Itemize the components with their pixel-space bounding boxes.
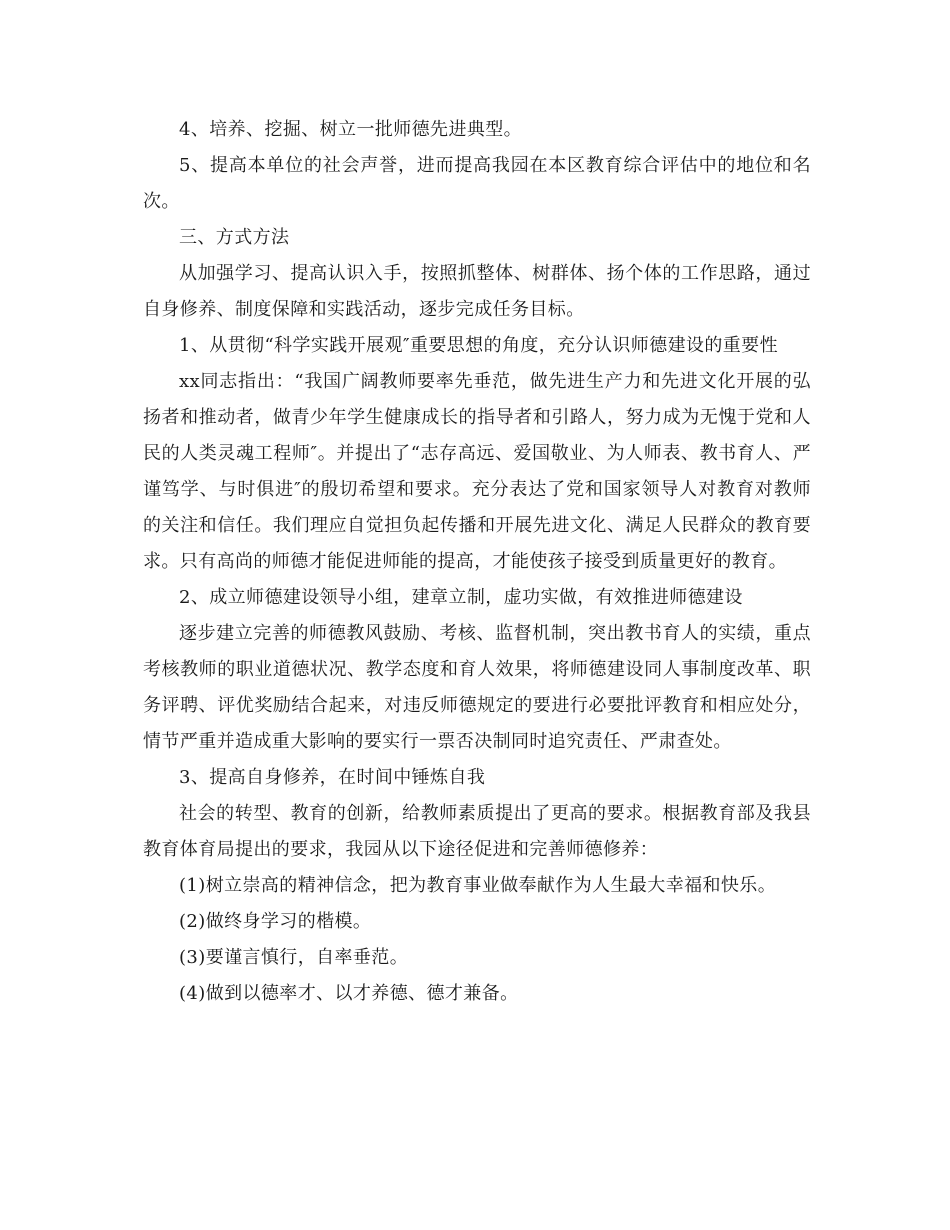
- subheading-1: 1、从贯彻“科学实践开展观″重要思想的角度，充分认识师德建设的重要性: [179, 335, 778, 356]
- subheading-3: 3、提高自身修养，在时间中锤炼自我: [179, 767, 486, 788]
- paragraph-1-body: xx同志指出：“我国广阔教师要率先垂范，做先进生产力和先进文化开展的弘扬者和推动者，做青少年学生健康成长的指导者和引路人，努力成为无愧于党和人民的人类灵魂工程师″。并提出了“志存高远、爱国敬业、为人师表、教书育人、严谨笃学、与时俱进″的殷切希望和要求。充分表达了党和国家领导人对教育对教师的关注和信任。我们理应自觉担负起传播和开展先进文化、满足人民群众的教育要求。只有高尚的师德才能促进师能的提高，才能使孩子接受到质量更好的教育。: [143, 371, 811, 572]
- subheading-2: 2、成立师德建设领导小组，建章立制，虚功实做，有效推进师德建设: [179, 587, 743, 608]
- list-item-1: (1)树立崇高的精神信念，把为教育事业做奉献作为人生最大幸福和快乐。: [179, 875, 777, 896]
- list-item-2: (2)做终身学习的楷模。: [179, 911, 372, 932]
- document-body: [143, 112, 811, 1012]
- paragraph-3-body: 社会的转型、教育的创新，给教师素质提出了更高的要求。根据教育部及我县教育体育局提出的要求，我园从以下途径促进和完善师德修养：: [143, 803, 811, 860]
- paragraph-methods-intro: 从加强学习、提高认识入手，按照抓整体、树群体、扬个体的工作思路，通过自身修养、制度保障和实践活动，逐步完成任务目标。: [143, 263, 811, 320]
- paragraph-goal-5: 5、提高本单位的社会声誉，进而提高我园在本区教育综合评估中的地位和名次。: [143, 155, 811, 212]
- paragraph-2-body: 逐步建立完善的师德教风鼓励、考核、监督机制，突出教书育人的实绩，重点考核教师的职业道德状况、教学态度和育人效果，将师德建设同人事制度改革、职务评聘、评优奖励结合起来，对违反师德规定的要进行必要批评教育和相应处分，情节严重并造成重大影响的要实行一票否决制同时追究责任、严肃查处。: [143, 623, 811, 752]
- list-item-3: (3)要谨言慎行，自率垂范。: [179, 947, 409, 968]
- list-item-4: (4)做到以德率才、以才养德、德才兼备。: [179, 983, 519, 1004]
- paragraph-goal-4: 4、培养、挖掘、树立一批师德先进典型。: [179, 119, 523, 140]
- section-heading-methods: 三、方式方法: [179, 227, 290, 248]
